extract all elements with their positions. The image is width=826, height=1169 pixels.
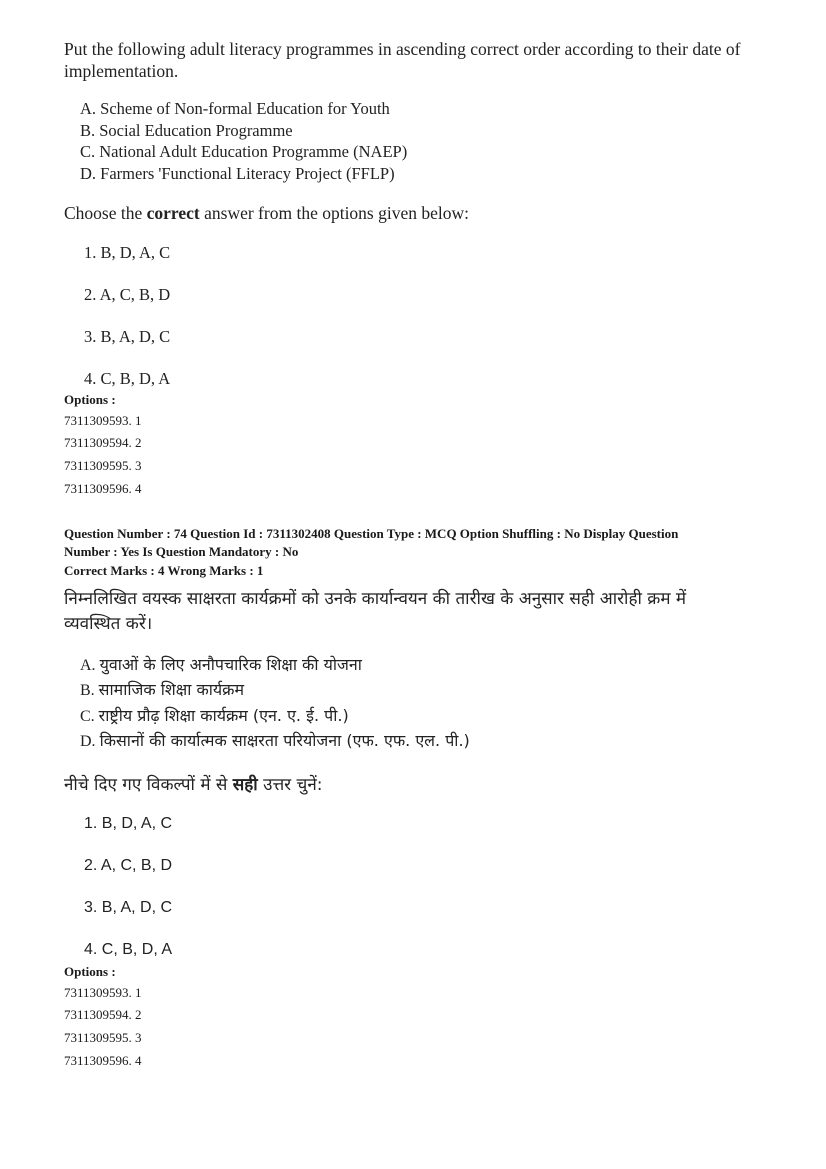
q74-choose-instruction [64, 772, 323, 795]
q74-item-c-label: C. [80, 708, 95, 725]
q74-item-d [80, 729, 470, 751]
q74-item-c [80, 704, 349, 726]
q74-choose-bold: सही [232, 775, 258, 795]
q74-answer-4: 4. C, B, D, A [84, 941, 173, 958]
q74-answer-1: 1. B, D, A, C [84, 815, 173, 832]
q74-answer-2: 2. A, C, B, D [84, 857, 173, 874]
q74-meta-line1: Question Number : 74 Question Id : 7311302408 Question Type : MCQ Option Shuffling : No Display Question [64, 526, 679, 541]
q73-option-id-3: 7311309595. 3 [64, 458, 142, 473]
q73-answer-1: 1. B, D, A, C [84, 243, 171, 262]
q74-choose-suffix: उत्तर चुनें: [257, 775, 323, 795]
q74-item-d-label: D. [80, 733, 96, 750]
q74-answer-3: 3. B, A, D, C [84, 899, 173, 916]
q74-option-id-2: 7311309594. 2 [64, 1007, 142, 1022]
q73-item-d: D. Farmers 'Functional Literacy Project (FFLP) [80, 164, 395, 183]
q73-item-a: A. Scheme of Non-formal Education for Youth [80, 99, 390, 118]
q73-choose-bold: correct [146, 203, 200, 223]
q73-question-line1: Put the following adult literacy programmes in ascending correct order according to their date of [64, 39, 741, 59]
q73-item-b: B. Social Education Programme [80, 121, 293, 140]
q74-options-label: Options : [64, 964, 116, 979]
q74-item-a-text: युवाओं के लिए अनौपचारिक शिक्षा की योजना [99, 655, 362, 674]
q74-item-a-label: A. [80, 657, 96, 674]
q73-choose-suffix: answer from the options given below: [199, 203, 470, 223]
q73-answer-4: 4. C, B, D, A [84, 369, 171, 388]
q74-option-id-4: 7311309596. 4 [64, 1053, 142, 1068]
q74-item-b [80, 678, 244, 700]
q73-item-c: C. National Adult Education Programme (NAEP) [80, 142, 408, 161]
q74-item-d-text: किसानों की कार्यात्मक साक्षरता परियोजना (एफ. एफ. एल. पी.) [99, 731, 470, 750]
q74-item-a [80, 653, 362, 675]
q74-option-id-1: 7311309593. 1 [64, 985, 142, 1000]
q74-meta-line2: Number : Yes Is Question Mandatory : No [64, 544, 299, 559]
q74-question-line2: व्यवस्थित करें। [64, 614, 153, 634]
q73-option-id-2: 7311309594. 2 [64, 435, 142, 450]
q74-item-b-label: B. [80, 682, 95, 699]
q73-options-label: Options : [64, 392, 116, 407]
q73-answer-3: 3. B, A, D, C [84, 327, 171, 346]
q74-option-id-3: 7311309595. 3 [64, 1030, 142, 1045]
q74-question-line1: निम्नलिखित वयस्क साक्षरता कार्यक्रमों को उनके कार्यान्वयन की तारीख के अनुसार सही आरोही क्रम में [64, 589, 687, 609]
q73-answer-2: 2. A, C, B, D [84, 285, 171, 304]
q73-question-line2: implementation. [64, 61, 179, 81]
q73-option-id-4: 7311309596. 4 [64, 481, 142, 496]
q73-choose-prefix: Choose the [64, 203, 147, 223]
q74-item-b-text: सामाजिक शिक्षा कार्यक्रम [98, 680, 245, 699]
q73-choose-instruction [64, 202, 469, 224]
q74-meta-line3: Correct Marks : 4 Wrong Marks : 1 [64, 563, 264, 578]
q74-item-c-text: राष्ट्रीय प्रौढ़ शिक्षा कार्यक्रम (एन. ए. ई. पी.) [98, 706, 349, 725]
q73-option-id-1: 7311309593. 1 [64, 413, 142, 428]
q74-choose-prefix: नीचे दिए गए विकल्पों में से [64, 775, 233, 795]
